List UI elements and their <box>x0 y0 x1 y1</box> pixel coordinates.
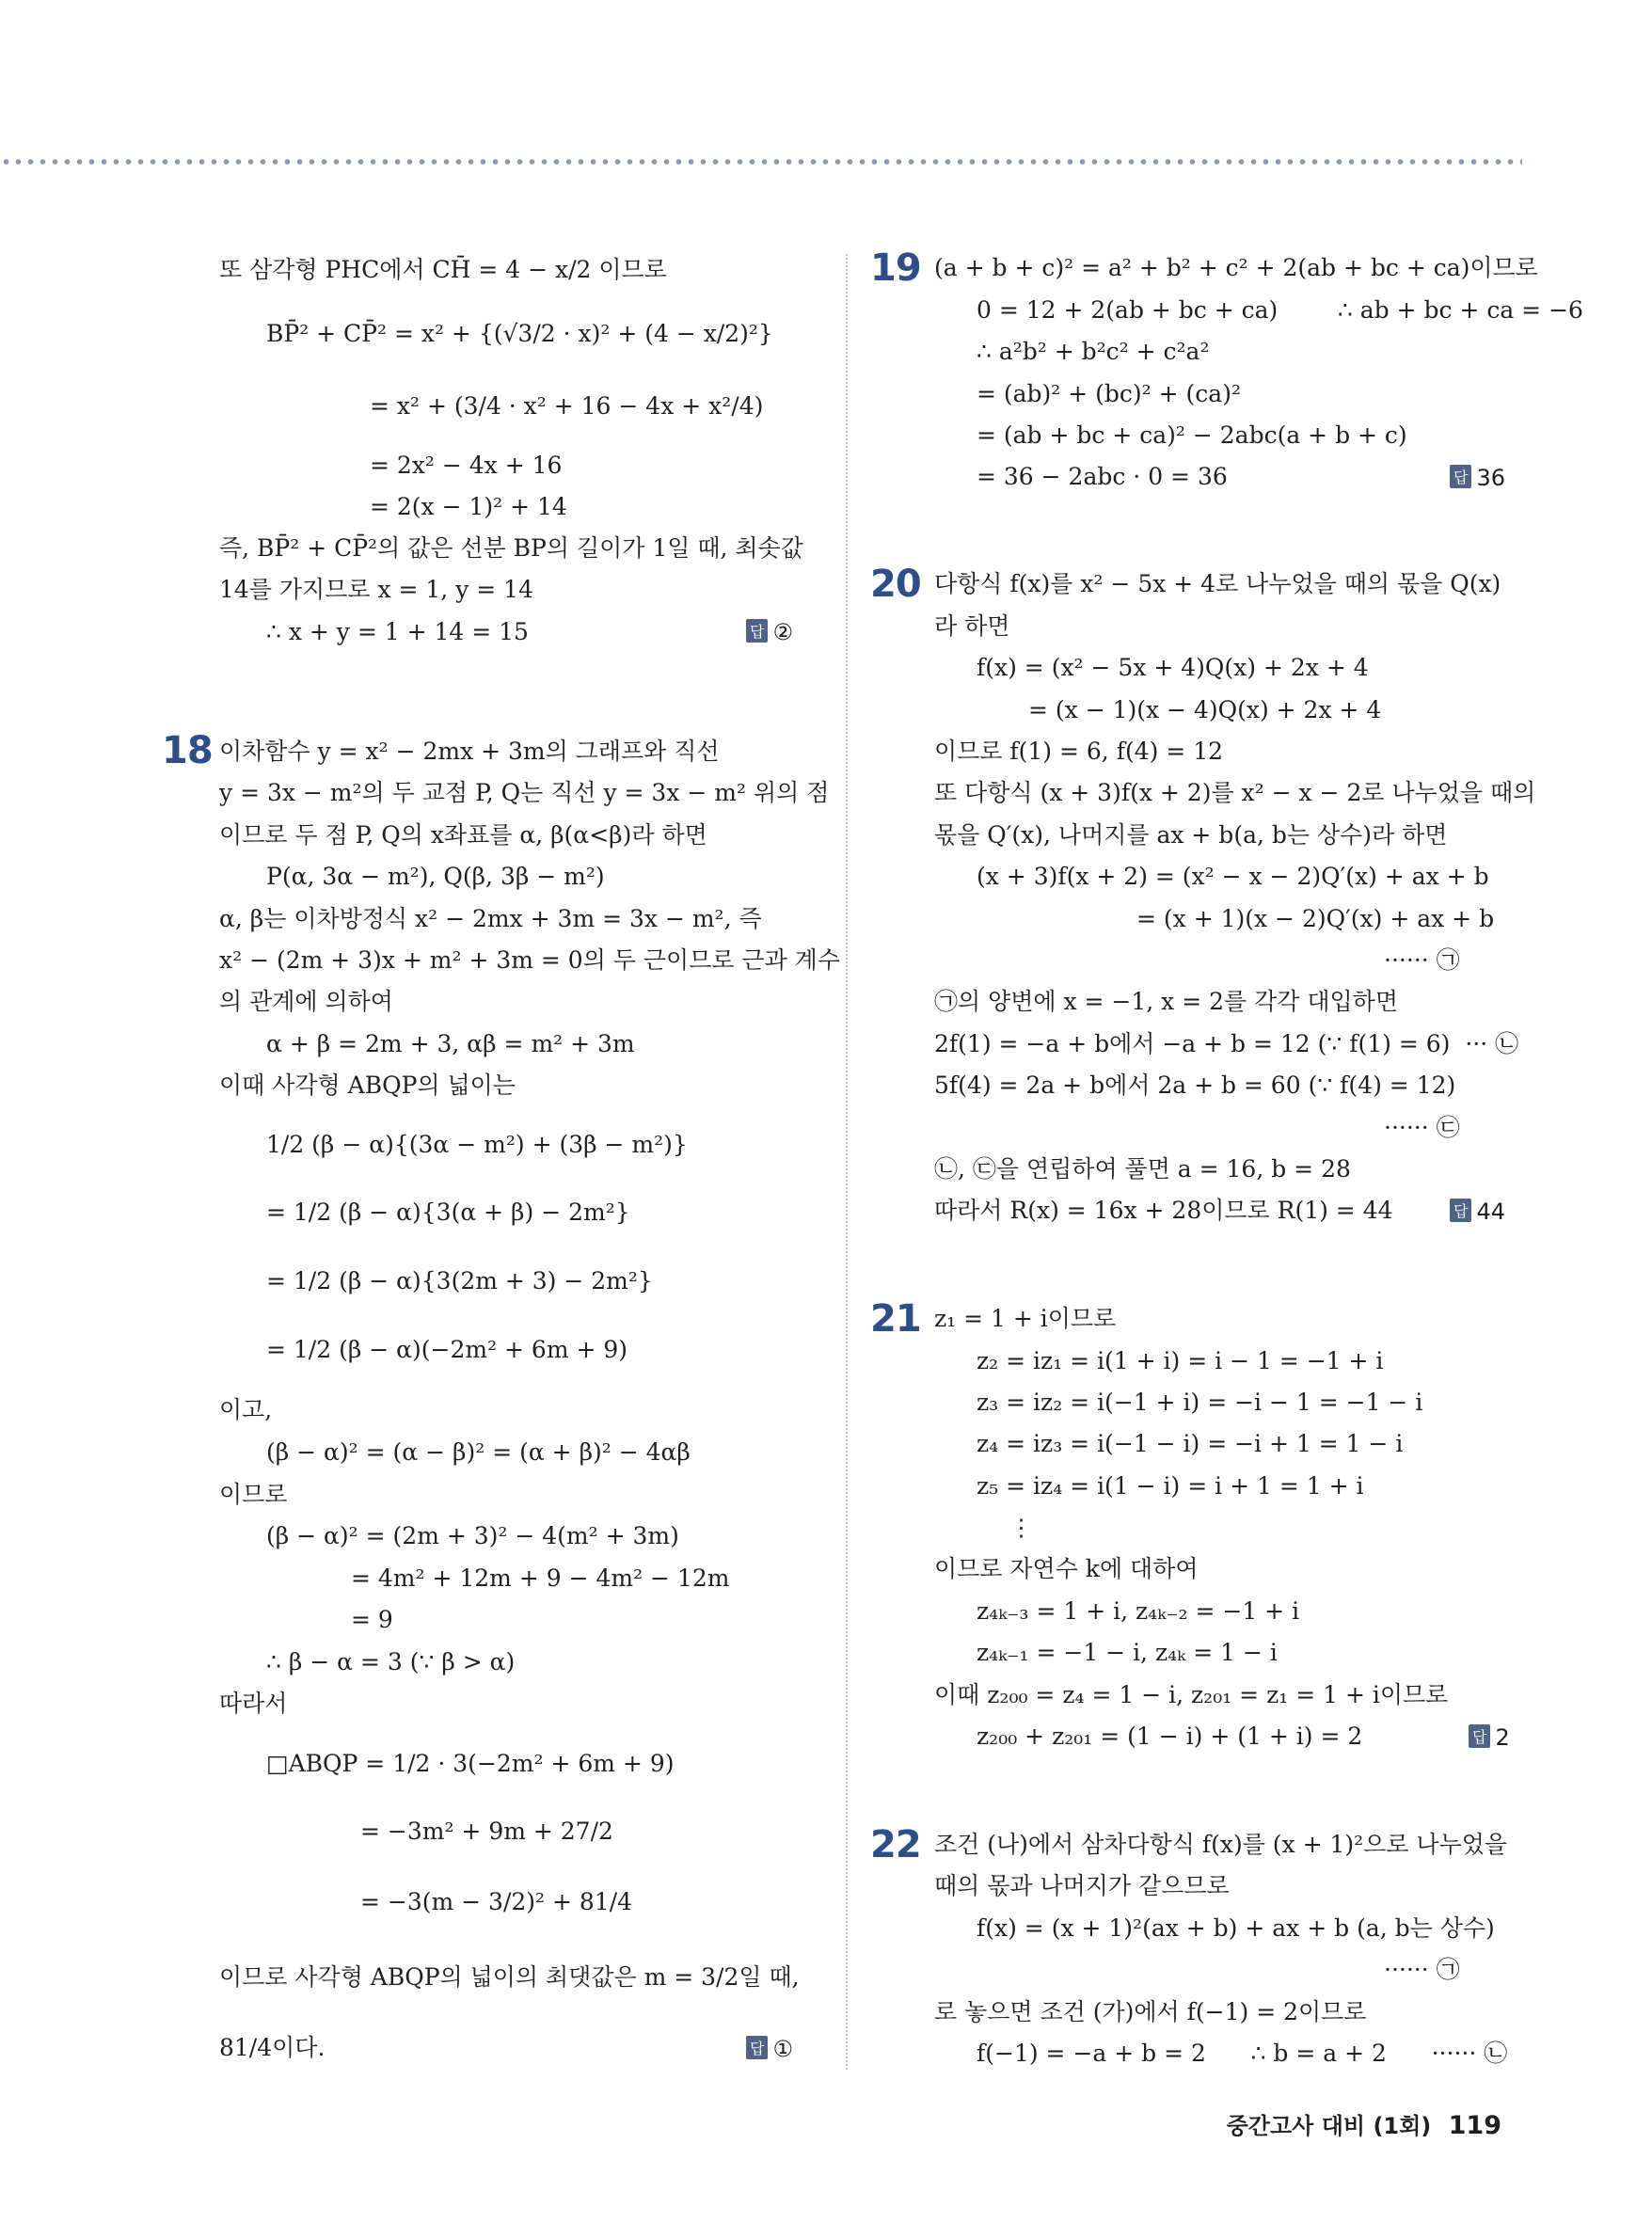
answer-value: 2 <box>1495 1724 1510 1751</box>
answer-badge-19 <box>1450 465 1505 491</box>
problem-number-18: 18 <box>162 729 213 772</box>
answer-badge-17 <box>746 619 793 645</box>
answer-tag: 답 <box>746 2036 768 2059</box>
page-footer <box>1227 2107 1501 2140</box>
text-line: 이때 사각형 ABQP의 넓이는 <box>219 1072 516 1099</box>
answer-badge-21 <box>1469 1724 1510 1751</box>
text-line: 따라서 R(x) = 16x + 28이므로 R(1) = 44 <box>934 1197 1393 1224</box>
text-line: 이때 z₂₀₀ = z₄ = 1 − i, z₂₀₁ = z₁ = 1 + i이므로 <box>934 1681 1449 1708</box>
text-line: ∴ a²b² + b²c² + c²a² <box>977 338 1210 365</box>
text-line: z₄ₖ₋₁ = −1 − i, z₄ₖ = 1 − i <box>977 1639 1278 1666</box>
problem-number-22: 22 <box>870 1823 921 1866</box>
text-line: = (ab)² + (bc)² + (ca)² <box>977 380 1241 407</box>
text-line: P(α, 3α − m²), Q(β, 3β − m²) <box>266 863 605 890</box>
problem-number-20: 20 <box>870 563 921 606</box>
text-line: 조건 (나)에서 삼차다항식 f(x)를 (x + 1)²으로 나누었을 <box>934 1831 1508 1858</box>
text-line: 81/4이다. <box>219 2034 326 2061</box>
text-line: (x + 3)f(x + 2) = (x² − x − 2)Q′(x) + ax + b <box>977 863 1489 890</box>
text-line: = 4m² + 12m + 9 − 4m² − 12m <box>351 1564 730 1592</box>
text-line: f(x) = (x + 1)²(ax + b) + ax + b (a, b는 상수) <box>977 1914 1495 1942</box>
text-line: = 36 − 2abc · 0 = 36 <box>977 463 1228 490</box>
text-line: ㉡, ㉢을 연립하여 풀면 a = 16, b = 28 <box>934 1155 1351 1183</box>
answer-tag: 답 <box>1450 465 1471 488</box>
text-line: 라 하면 <box>934 612 1010 640</box>
text-line: 0 = 12 + 2(ab + bc + ca) ∴ ab + bc + ca = −6 <box>977 296 1583 324</box>
text-line: = 1/2 (β − α){3(2m + 3) − 2m²} <box>266 1267 653 1294</box>
text-line: α + β = 2m + 3, αβ = m² + 3m <box>266 1030 635 1057</box>
text-line: 이므로 f(1) = 6, f(4) = 12 <box>934 738 1224 765</box>
problem-number-21: 21 <box>870 1297 921 1341</box>
text-line: ······ ㉠ <box>1384 946 1460 974</box>
text-line: ······ ㉠ <box>1384 1956 1460 1983</box>
text-line: = 1/2 (β − α)(−2m² + 6m + 9) <box>266 1336 628 1363</box>
text-line: 이므로 사각형 ABQP의 넓이의 최댓값은 m = 3/2일 때, <box>219 1963 800 1991</box>
text-line: (β − α)² = (α − β)² = (α + β)² − 4αβ <box>266 1438 691 1466</box>
text-line: 5f(4) = 2a + b에서 2a + b = 60 (∵ f(4) = 12) <box>934 1072 1456 1099</box>
text-line: 이므로 두 점 P, Q의 x좌표를 α, β(α<β)라 하면 <box>219 821 707 849</box>
answer-value: 36 <box>1476 465 1506 491</box>
problem-number-19: 19 <box>870 246 921 290</box>
dotted-divider <box>0 158 1522 166</box>
text-line: 때의 몫과 나머지가 같으므로 <box>934 1872 1230 1899</box>
text-line: ㉠의 양변에 x = −1, x = 2를 각각 대입하면 <box>934 988 1398 1015</box>
text-line: f(x) = (x² − 5x + 4)Q(x) + 2x + 4 <box>977 654 1369 681</box>
text-line: = 2(x − 1)² + 14 <box>370 493 567 520</box>
text-line: f(−1) = −a + b = 2 ∴ b = a + 2 ······ ㉡ <box>977 2040 1508 2067</box>
text-line: ······ ㉢ <box>1384 1114 1460 1141</box>
text-line: 로 놓으면 조건 (가)에서 f(−1) = 2이므로 <box>934 1998 1367 2025</box>
text-line: 다항식 f(x)를 x² − 5x + 4로 나누었을 때의 몫을 Q(x) <box>934 570 1501 597</box>
text-line: 따라서 <box>219 1690 288 1717</box>
text-line: = −3m² + 9m + 27/2 <box>360 1818 613 1845</box>
text-line: (β − α)² = (2m + 3)² − 4(m² + 3m) <box>266 1522 679 1549</box>
text-line: 또 삼각형 PHC에서 CH̄ = 4 − x/2 이므로 <box>219 256 667 283</box>
text-line: (a + b + c)² = a² + b² + c² + 2(ab + bc + ca)이므로 <box>934 254 1538 281</box>
text-line: z₄ = iz₃ = i(−1 − i) = −i + 1 = 1 − i <box>977 1430 1404 1457</box>
text-line: ∴ β − α = 3 (∵ β > α) <box>266 1648 516 1675</box>
text-line: z₂₀₀ + z₂₀₁ = (1 − i) + (1 + i) = 2 <box>977 1723 1363 1750</box>
text-line: 즉, BP̄² + CP̄²의 값은 선분 BP의 길이가 1일 때, 최솟값 <box>219 534 803 562</box>
text-line: 이므로 <box>219 1481 288 1508</box>
text-line: = −3(m − 3/2)² + 81/4 <box>360 1888 633 1915</box>
text-line: 의 관계에 의하여 <box>219 988 393 1015</box>
text-line: 14를 가지므로 x = 1, y = 14 <box>219 576 533 603</box>
text-line: = 2x² − 4x + 16 <box>370 452 563 479</box>
text-line: = 1/2 (β − α){3(α + β) − 2m²} <box>266 1199 630 1226</box>
text-line: = (ab + bc + ca)² − 2abc(a + b + c) <box>977 421 1407 449</box>
text-line: BP̄² + CP̄² = x² + {(√3/2 · x)² + (4 − x/2)²} <box>266 320 773 347</box>
text-line: ∴ x + y = 1 + 14 = 15 <box>266 618 529 645</box>
text-line: z₄ₖ₋₃ = 1 + i, z₄ₖ₋₂ = −1 + i <box>977 1597 1300 1625</box>
text-line: z₁ = 1 + i이므로 <box>934 1305 1117 1332</box>
text-line: z₅ = iz₄ = i(1 − i) = i + 1 = 1 + i <box>977 1472 1364 1500</box>
text-line: ⋮ <box>1009 1514 1033 1541</box>
text-line: 또 다항식 (x + 3)f(x + 2)를 x² − x − 2로 나누었을 때의 <box>934 779 1536 806</box>
answer-tag: 답 <box>1469 1724 1490 1748</box>
text-line: z₂ = iz₁ = i(1 + i) = i − 1 = −1 + i <box>977 1347 1384 1374</box>
page-number: 119 <box>1448 2111 1501 2140</box>
column-divider <box>846 254 848 2070</box>
text-line: 1/2 (β − α){(3α − m²) + (3β − m²)} <box>266 1131 688 1158</box>
text-line: 이므로 자연수 k에 대하여 <box>934 1555 1199 1582</box>
text-line: z₃ = iz₂ = i(−1 + i) = −i − 1 = −1 − i <box>977 1389 1423 1416</box>
answer-badge-18 <box>746 2036 793 2062</box>
text-line: = x² + (3/4 · x² + 16 − 4x + x²/4) <box>370 392 764 420</box>
answer-value: ① <box>772 2036 793 2062</box>
text-line: = 9 <box>351 1606 393 1633</box>
text-line: = (x − 1)(x − 4)Q(x) + 2x + 4 <box>1028 696 1382 723</box>
text-line: 이고, <box>219 1396 273 1423</box>
answer-tag: 답 <box>1450 1199 1471 1222</box>
answer-badge-20 <box>1450 1199 1505 1225</box>
answer-tag: 답 <box>746 619 768 643</box>
text-line: 몫을 Q′(x), 나머지를 ax + b(a, b는 상수)라 하면 <box>934 821 1448 849</box>
text-line: 2f(1) = −a + b에서 −a + b = 12 (∵ f(1) = 6) ··· ㉡ <box>934 1030 1519 1057</box>
answer-value: ② <box>772 619 793 645</box>
text-line: x² − (2m + 3)x + m² + 3m = 0의 두 근이므로 근과 계수 <box>219 946 840 974</box>
text-line: 이차함수 y = x² − 2mx + 3m의 그래프와 직선 <box>219 738 720 765</box>
text-line: α, β는 이차방정식 x² − 2mx + 3m = 3x − m², 즉 <box>219 905 762 932</box>
answer-value: 44 <box>1476 1199 1506 1225</box>
footer-label: 중간고사 대비 (1회) <box>1226 2113 1432 2139</box>
text-line: = (x + 1)(x − 2)Q′(x) + ax + b <box>1136 905 1495 932</box>
text-line: y = 3x − m²의 두 교점 P, Q는 직선 y = 3x − m² 위의 점 <box>219 779 830 806</box>
text-line: □ABQP = 1/2 · 3(−2m² + 6m + 9) <box>266 1750 675 1777</box>
